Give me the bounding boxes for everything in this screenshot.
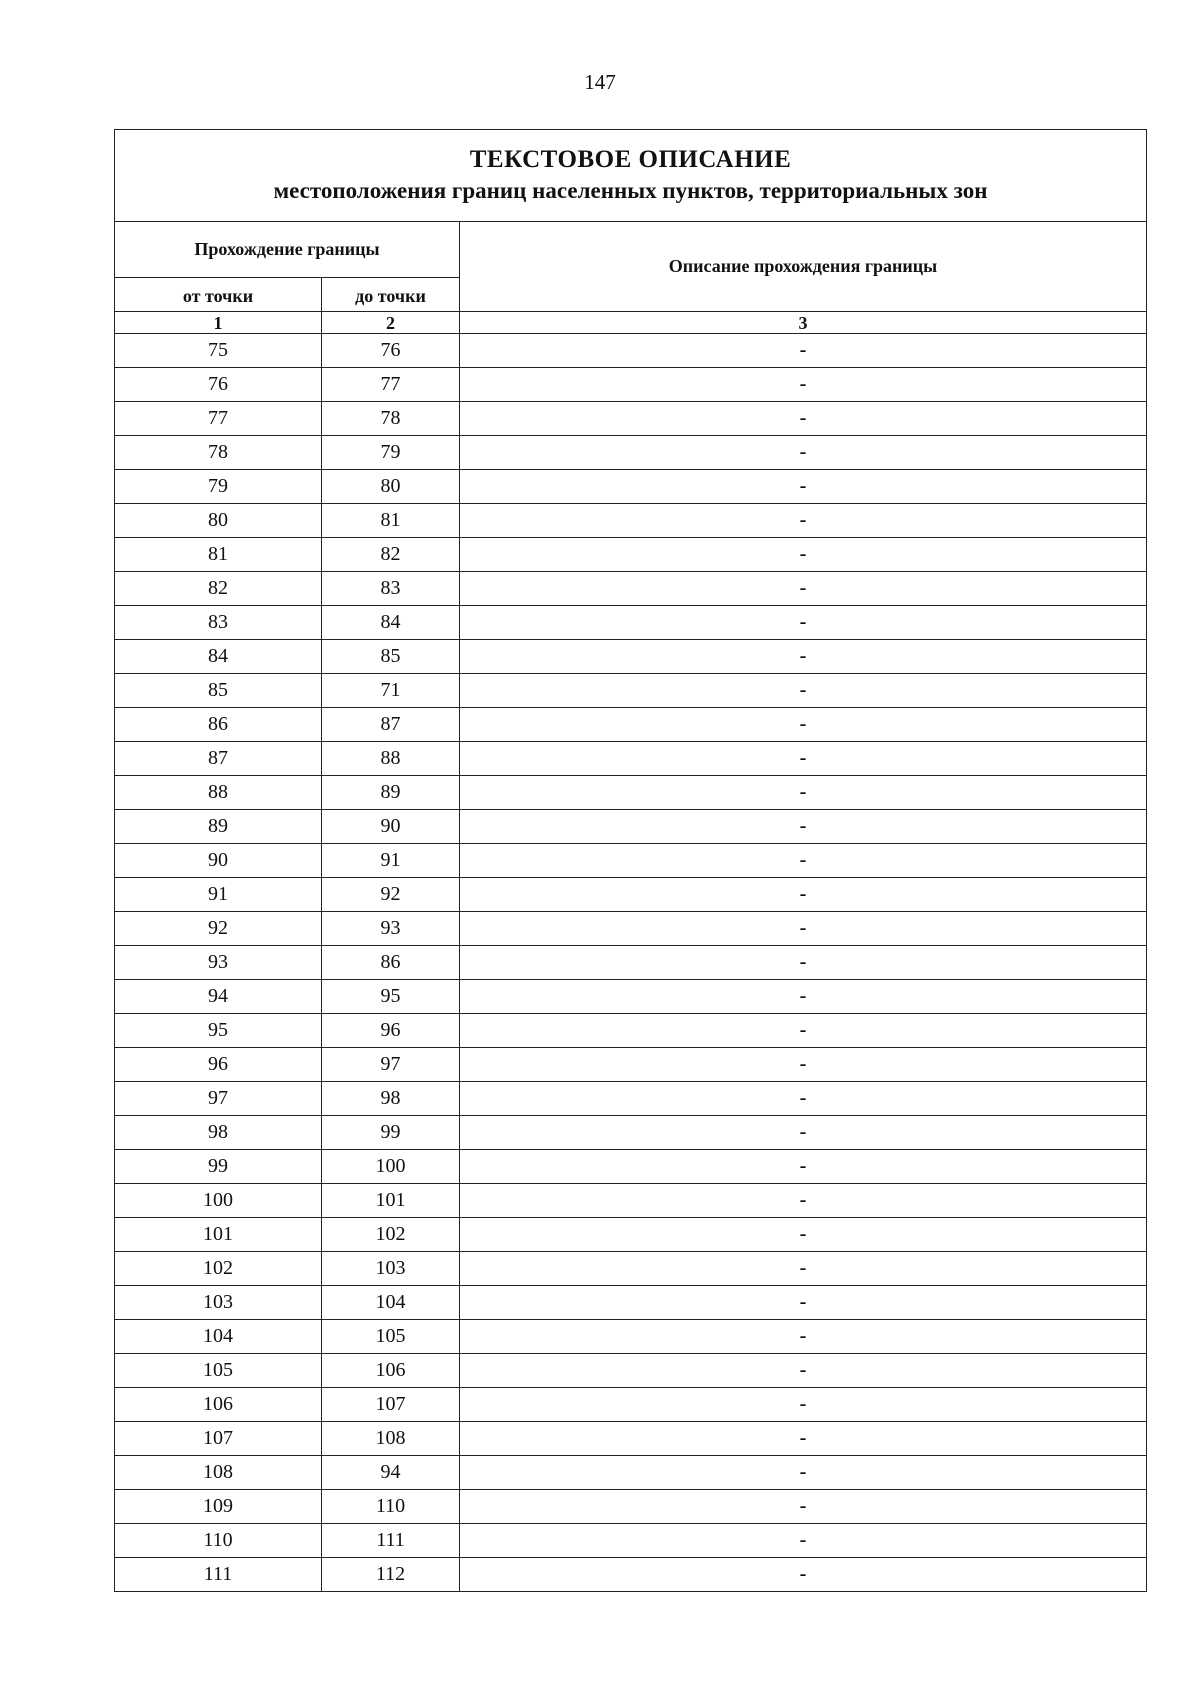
table-row — [115, 946, 1147, 980]
cell-description: - — [460, 844, 1147, 878]
cell-from-point: 91 — [115, 878, 322, 912]
page-number: 147 — [584, 70, 616, 94]
cell-to-point: 92 — [322, 878, 460, 912]
cell-description: - — [460, 436, 1147, 470]
cell-from-point: 95 — [115, 1014, 322, 1048]
header-boundary-passage: Прохождение границы — [115, 222, 460, 278]
table-row — [115, 640, 1147, 674]
cell-description: - — [460, 572, 1147, 606]
cell-from-point: 101 — [115, 1218, 322, 1252]
cell-to-point: 90 — [322, 810, 460, 844]
table-row — [115, 470, 1147, 504]
cell-to-point: 81 — [322, 504, 460, 538]
cell-from-point: 90 — [115, 844, 322, 878]
table-row — [115, 1490, 1147, 1524]
table-row — [115, 878, 1147, 912]
cell-to-point: 94 — [322, 1456, 460, 1490]
table-row — [115, 1116, 1147, 1150]
cell-to-point: 104 — [322, 1286, 460, 1320]
table-row — [115, 810, 1147, 844]
cell-to-point: 84 — [322, 606, 460, 640]
cell-from-point: 106 — [115, 1388, 322, 1422]
cell-from-point: 96 — [115, 1048, 322, 1082]
cell-to-point: 105 — [322, 1320, 460, 1354]
cell-to-point: 78 — [322, 402, 460, 436]
cell-to-point: 112 — [322, 1558, 460, 1592]
cell-from-point: 81 — [115, 538, 322, 572]
cell-from-point: 107 — [115, 1422, 322, 1456]
cell-description: - — [460, 504, 1147, 538]
cell-description: - — [460, 1252, 1147, 1286]
cell-to-point: 89 — [322, 776, 460, 810]
cell-description: - — [460, 1116, 1147, 1150]
cell-from-point: 83 — [115, 606, 322, 640]
cell-description: - — [460, 674, 1147, 708]
cell-from-point: 82 — [115, 572, 322, 606]
cell-to-point: 99 — [322, 1116, 460, 1150]
cell-from-point: 76 — [115, 368, 322, 402]
header-col-number-2: 2 — [322, 312, 460, 334]
cell-to-point: 103 — [322, 1252, 460, 1286]
cell-to-point: 71 — [322, 674, 460, 708]
table-body — [115, 334, 1147, 1592]
cell-from-point: 111 — [115, 1558, 322, 1592]
cell-from-point: 110 — [115, 1524, 322, 1558]
cell-to-point: 93 — [322, 912, 460, 946]
cell-to-point: 88 — [322, 742, 460, 776]
cell-description: - — [460, 402, 1147, 436]
cell-to-point: 100 — [322, 1150, 460, 1184]
cell-to-point: 111 — [322, 1524, 460, 1558]
table-row — [115, 436, 1147, 470]
table-row — [115, 1558, 1147, 1592]
cell-description: - — [460, 1184, 1147, 1218]
cell-description: - — [460, 1218, 1147, 1252]
table-row — [115, 1218, 1147, 1252]
table-row — [115, 776, 1147, 810]
cell-from-point: 80 — [115, 504, 322, 538]
title-main: ТЕКСТОВОЕ ОПИСАНИЕ — [469, 145, 792, 173]
cell-description: - — [460, 1320, 1147, 1354]
table-row — [115, 368, 1147, 402]
cell-from-point: 92 — [115, 912, 322, 946]
cell-to-point: 87 — [322, 708, 460, 742]
cell-from-point: 98 — [115, 1116, 322, 1150]
cell-from-point: 105 — [115, 1354, 322, 1388]
cell-to-point: 108 — [322, 1422, 460, 1456]
cell-from-point: 89 — [115, 810, 322, 844]
cell-from-point: 97 — [115, 1082, 322, 1116]
cell-from-point: 93 — [115, 946, 322, 980]
table-row — [115, 1150, 1147, 1184]
cell-to-point: 79 — [322, 436, 460, 470]
cell-description: - — [460, 1422, 1147, 1456]
table-row — [115, 980, 1147, 1014]
cell-from-point: 86 — [115, 708, 322, 742]
table-row — [115, 1252, 1147, 1286]
cell-to-point: 102 — [322, 1218, 460, 1252]
cell-from-point: 103 — [115, 1286, 322, 1320]
table-row — [115, 1388, 1147, 1422]
cell-description: - — [460, 1388, 1147, 1422]
cell-from-point: 75 — [115, 334, 322, 368]
cell-description: - — [460, 1014, 1147, 1048]
cell-description: - — [460, 470, 1147, 504]
cell-to-point: 96 — [322, 1014, 460, 1048]
table-row — [115, 1184, 1147, 1218]
cell-to-point: 82 — [322, 538, 460, 572]
table-row — [115, 1286, 1147, 1320]
table-row — [115, 1524, 1147, 1558]
cell-from-point: 109 — [115, 1490, 322, 1524]
cell-description: - — [460, 368, 1147, 402]
table-row — [115, 1320, 1147, 1354]
cell-from-point: 99 — [115, 1150, 322, 1184]
table-row — [115, 742, 1147, 776]
cell-description: - — [460, 1048, 1147, 1082]
boundary-description-table — [114, 129, 1147, 1592]
cell-to-point: 77 — [322, 368, 460, 402]
cell-to-point: 107 — [322, 1388, 460, 1422]
table-row — [115, 606, 1147, 640]
cell-description: - — [460, 606, 1147, 640]
cell-from-point: 79 — [115, 470, 322, 504]
cell-description: - — [460, 1524, 1147, 1558]
cell-description: - — [460, 640, 1147, 674]
cell-to-point: 83 — [322, 572, 460, 606]
cell-to-point: 98 — [322, 1082, 460, 1116]
table-row — [115, 1422, 1147, 1456]
cell-description: - — [460, 776, 1147, 810]
header-to-point: до точки — [322, 278, 460, 312]
cell-to-point: 86 — [322, 946, 460, 980]
table-row — [115, 538, 1147, 572]
cell-to-point: 76 — [322, 334, 460, 368]
cell-to-point: 97 — [322, 1048, 460, 1082]
header-col-number-1: 1 — [115, 312, 322, 334]
table-row — [115, 1082, 1147, 1116]
table-title — [115, 130, 1147, 222]
table-row — [115, 674, 1147, 708]
cell-description: - — [460, 1082, 1147, 1116]
cell-from-point: 77 — [115, 402, 322, 436]
header-col-number-3: 3 — [460, 312, 1147, 334]
cell-from-point: 104 — [115, 1320, 322, 1354]
table-row — [115, 1048, 1147, 1082]
cell-from-point: 108 — [115, 1456, 322, 1490]
table-row — [115, 708, 1147, 742]
cell-description: - — [460, 878, 1147, 912]
cell-from-point: 94 — [115, 980, 322, 1014]
cell-to-point: 85 — [322, 640, 460, 674]
cell-description: - — [460, 708, 1147, 742]
cell-description: - — [460, 1150, 1147, 1184]
table-row — [115, 1014, 1147, 1048]
cell-to-point: 80 — [322, 470, 460, 504]
cell-description: - — [460, 946, 1147, 980]
cell-from-point: 88 — [115, 776, 322, 810]
cell-description: - — [460, 1490, 1147, 1524]
table-row — [115, 912, 1147, 946]
table-row — [115, 334, 1147, 368]
table-row — [115, 1354, 1147, 1388]
title-sub: местоположения границ населенных пунктов, территориальных зон — [273, 177, 988, 203]
cell-from-point: 85 — [115, 674, 322, 708]
cell-to-point: 110 — [322, 1490, 460, 1524]
cell-description: - — [460, 1456, 1147, 1490]
cell-description: - — [460, 1558, 1147, 1592]
cell-description: - — [460, 538, 1147, 572]
cell-to-point: 106 — [322, 1354, 460, 1388]
cell-from-point: 87 — [115, 742, 322, 776]
cell-description: - — [460, 912, 1147, 946]
header-from-point: от точки — [115, 278, 322, 312]
cell-description: - — [460, 742, 1147, 776]
table-row — [115, 572, 1147, 606]
cell-from-point: 100 — [115, 1184, 322, 1218]
cell-from-point: 102 — [115, 1252, 322, 1286]
cell-description: - — [460, 1354, 1147, 1388]
cell-from-point: 84 — [115, 640, 322, 674]
table-row — [115, 402, 1147, 436]
table-row — [115, 1456, 1147, 1490]
cell-to-point: 91 — [322, 844, 460, 878]
cell-to-point: 95 — [322, 980, 460, 1014]
cell-description: - — [460, 980, 1147, 1014]
cell-description: - — [460, 1286, 1147, 1320]
header-description: Описание прохождения границы — [460, 222, 1147, 312]
cell-description: - — [460, 334, 1147, 368]
table-row — [115, 844, 1147, 878]
cell-description: - — [460, 810, 1147, 844]
cell-to-point: 101 — [322, 1184, 460, 1218]
table-row — [115, 504, 1147, 538]
cell-from-point: 78 — [115, 436, 322, 470]
